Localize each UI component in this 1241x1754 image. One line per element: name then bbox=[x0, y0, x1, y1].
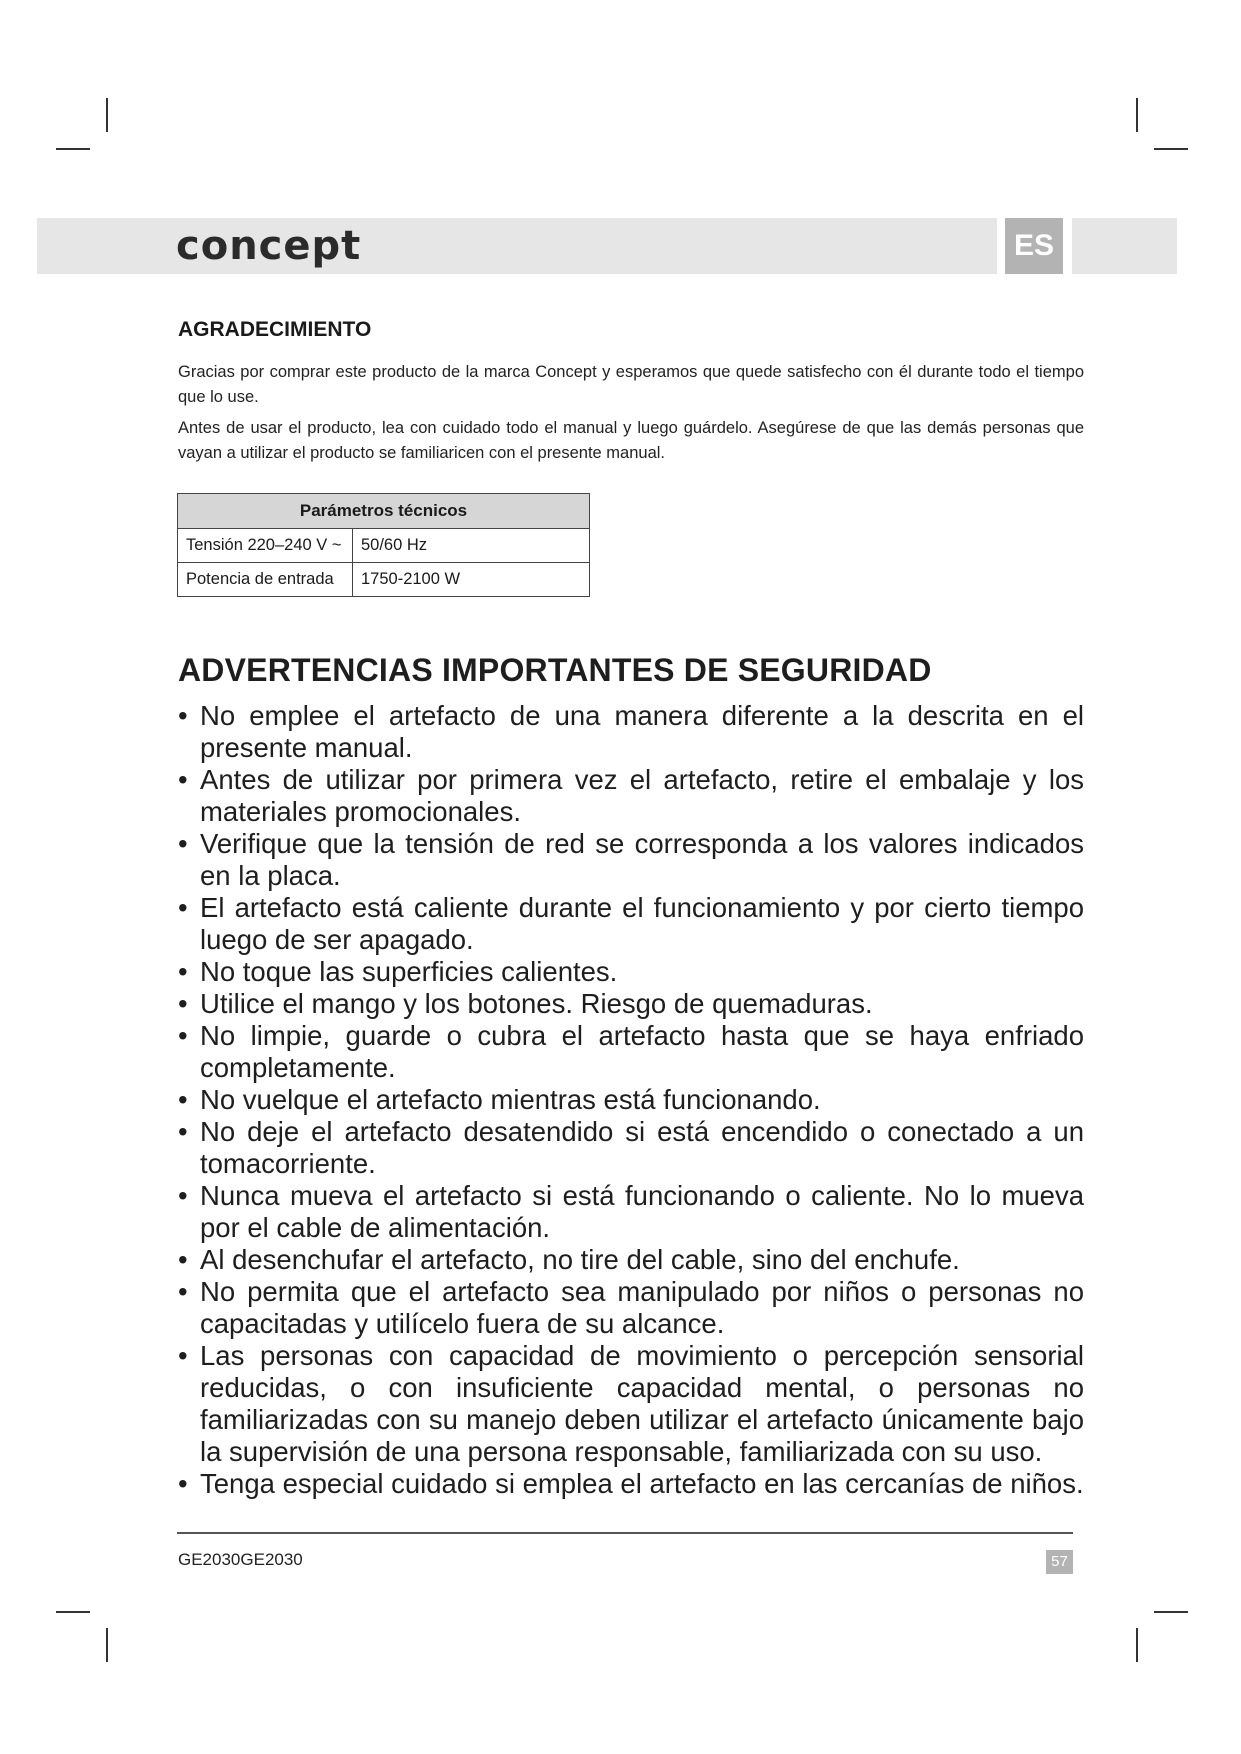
param-value: 1750-2100 W bbox=[353, 563, 590, 597]
list-item: • Las personas con capacidad de movimiento o percepción sensorial reducidas, o con insuficiente capacidad mental, o personas no familiarizadas con su manejo deben utilizar el artefacto únicamente bajo la supervisión de una persona responsable, familiarizada con su uso. bbox=[178, 1340, 1084, 1468]
list-item: • Al desenchufar el artefacto, no tire del cable, sino del enchufe. bbox=[178, 1244, 1084, 1276]
list-item: • Utilice el mango y los botones. Riesgo de quemaduras. bbox=[178, 988, 1084, 1020]
header-bar-right bbox=[1072, 218, 1177, 274]
list-item: • No vuelque el artefacto mientras está funcionando. bbox=[178, 1084, 1084, 1116]
list-item: • No permita que el artefacto sea manipulado por niños o personas no capacitadas y utilícelo fuera de su alcance. bbox=[178, 1276, 1084, 1340]
params-table-title: Parámetros técnicos bbox=[178, 494, 590, 529]
crop-mark bbox=[106, 98, 108, 132]
table-row bbox=[178, 529, 590, 563]
table-row bbox=[178, 563, 590, 597]
intro-paragraph: Gracias por comprar este producto de la marca Concept y esperamos que quede satisfecho con él durante todo el tiempo que lo use. bbox=[178, 363, 1084, 406]
param-label: Potencia de entrada bbox=[178, 563, 353, 597]
crop-mark bbox=[56, 148, 90, 150]
crop-mark bbox=[56, 1611, 90, 1613]
footer-divider bbox=[177, 1532, 1073, 1534]
list-item: • Tenga especial cuidado si emplea el artefacto en las cercanías de niños. bbox=[178, 1468, 1084, 1500]
brand-logo: concept bbox=[176, 223, 362, 269]
safety-list bbox=[178, 700, 1084, 1500]
list-item: • Verifique que la tensión de red se corresponda a los valores indicados en la placa. bbox=[178, 828, 1084, 892]
intro-heading: AGRADECIMIENTO bbox=[178, 318, 372, 341]
crop-mark bbox=[1136, 1628, 1138, 1662]
safety-heading: ADVERTENCIAS IMPORTANTES DE SEGURIDAD bbox=[178, 652, 932, 688]
language-badge: ES bbox=[1005, 218, 1063, 274]
param-label: Tensión 220–240 V ~ bbox=[178, 529, 353, 563]
footer-model: GE2030GE2030 bbox=[178, 1550, 303, 1569]
intro-text bbox=[178, 360, 1084, 472]
crop-mark bbox=[1136, 98, 1138, 132]
list-item: • No emplee el artefacto de una manera diferente a la descrita en el presente manual. bbox=[178, 700, 1084, 764]
crop-mark bbox=[1154, 148, 1188, 150]
list-item: • Nunca mueva el artefacto si está funcionando o caliente. No lo mueva por el cable de alimentación. bbox=[178, 1180, 1084, 1244]
list-item: • No limpie, guarde o cubra el artefacto hasta que se haya enfriado completamente. bbox=[178, 1020, 1084, 1084]
list-item: • Antes de utilizar por primera vez el artefacto, retire el embalaje y los materiales promocionales. bbox=[178, 764, 1084, 828]
crop-mark bbox=[1154, 1611, 1188, 1613]
intro-paragraph: Antes de usar el producto, lea con cuidado todo el manual y luego guárdelo. Asegúrese de que las demás personas que vayan a utilizar el producto se familiaricen con el presente manual. bbox=[178, 419, 1084, 462]
crop-mark bbox=[106, 1628, 108, 1662]
list-item: • No deje el artefacto desatendido si está encendido o conectado a un tomacorriente. bbox=[178, 1116, 1084, 1180]
page-number: 57 bbox=[1046, 1550, 1073, 1574]
param-value: 50/60 Hz bbox=[353, 529, 590, 563]
list-item: • No toque las superficies calientes. bbox=[178, 956, 1084, 988]
list-item: • El artefacto está caliente durante el funcionamiento y por cierto tiempo luego de ser apagado. bbox=[178, 892, 1084, 956]
params-table bbox=[177, 493, 590, 597]
